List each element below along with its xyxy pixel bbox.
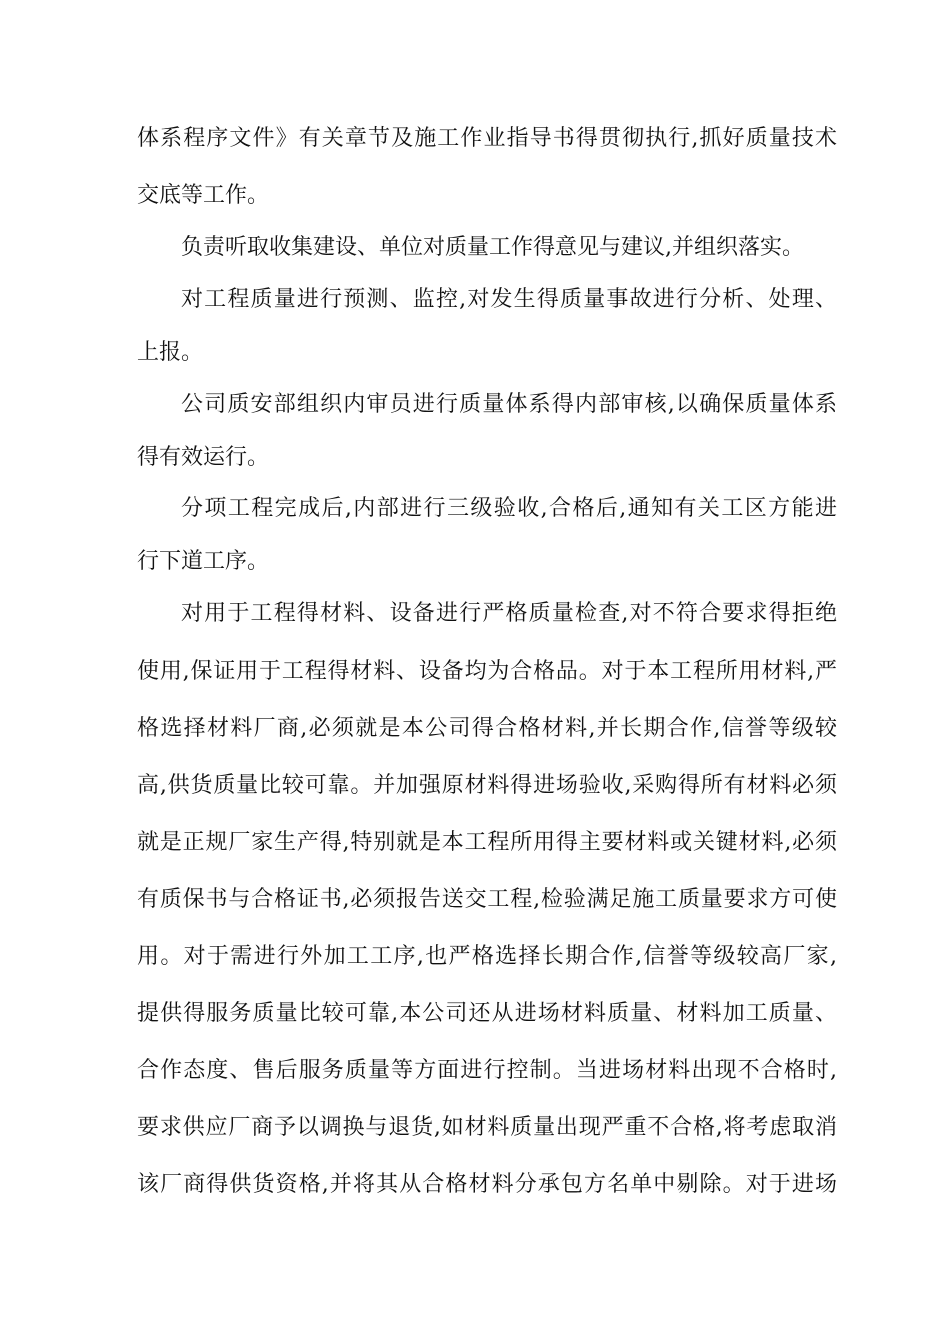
text-line: 使用,保证用于工程得材料、设备均为合格品。对于本工程所用材料,严: [137, 659, 837, 684]
text-line: 上报。: [137, 340, 204, 365]
text-line: 对用于工程得材料、设备进行严格质量检查,对不符合要求得拒绝: [181, 601, 837, 626]
text-line: 合作态度、售后服务质量等方面进行控制。当进场材料出现不合格时,: [137, 1058, 837, 1083]
text-line: 该厂商得供货资格,并将其从合格材料分承包方名单中剔除。对于进场: [137, 1172, 837, 1197]
text-line: 提供得服务质量比较可靠,本公司还从进场材料质量、材料加工质量、: [137, 1001, 837, 1026]
text-line: 有质保书与合格证书,必须报告送交工程,检验满足施工质量要求方可使: [137, 887, 837, 912]
text-line: 行下道工序。: [137, 549, 270, 574]
text-line: 高,供货质量比较可靠。并加强原材料得进场验收,采购得所有材料必须: [137, 773, 837, 798]
text-line: 负责听取收集建设、单位对质量工作得意见与建议,并组织落实。: [181, 235, 804, 260]
text-line: 公司质安部组织内审员进行质量体系得内部审核,以确保质量体系: [181, 392, 837, 417]
text-line: 交底等工作。: [137, 183, 270, 208]
text-line: 要求供应厂商予以调换与退货,如材料质量出现严重不合格,将考虑取消: [137, 1115, 837, 1140]
text-line: 分项工程完成后,内部进行三级验收,合格后,通知有关工区方能进: [181, 496, 837, 521]
text-line: 得有效运行。: [137, 445, 270, 470]
text-line: 体系程序文件》有关章节及施工作业指导书得贯彻执行,抓好质量技术: [137, 126, 837, 151]
text-line: 格选择材料厂商,必须就是本公司得合格材料,并长期合作,信誉等级较: [137, 716, 837, 741]
text-line: 对工程质量进行预测、监控,对发生得质量事故进行分析、处理、: [181, 287, 837, 312]
text-line: 用。对于需进行外加工工序,也严格选择长期合作,信誉等级较高厂家,: [137, 944, 837, 969]
text-line: 就是正规厂家生产得,特别就是本工程所用得主要材料或关键材料,必须: [137, 830, 837, 855]
